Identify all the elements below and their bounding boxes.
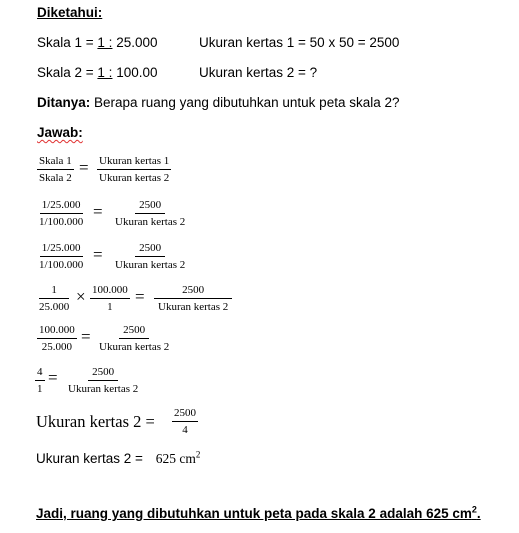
- step8-value-text: 625 cm: [155, 451, 196, 466]
- step5-left-den: 25.000: [41, 341, 72, 353]
- skala-2-value: 100.00: [112, 65, 158, 80]
- step7-fraction: [172, 406, 198, 437]
- skala-1-label: Skala 1: [37, 35, 83, 50]
- step4-right-den: Ukuran kertas 2: [154, 298, 232, 314]
- step4-first-fraction: [37, 283, 71, 314]
- step7-text: Ukuran kertas 2 =: [36, 412, 155, 431]
- step2-right-num: 2500: [135, 198, 165, 214]
- given-skala-2: [37, 65, 157, 80]
- skala-2-eq: =: [82, 65, 98, 80]
- step4-second-fraction: [90, 283, 130, 314]
- step3-right-fraction: [113, 241, 187, 272]
- step1-right-den: Ukuran kertas 2: [99, 172, 170, 184]
- skala-2-label: Skala 2: [37, 65, 83, 80]
- step3-equals: =: [93, 245, 103, 264]
- asked-line: [37, 95, 400, 110]
- conclusion-exponent: 2: [471, 504, 477, 515]
- given-kertas-1: Ukuran kertas 1 = 50 x 50 = 2500: [199, 35, 400, 50]
- step5-equals: =: [81, 327, 91, 346]
- step6-right-num: 2500: [88, 365, 118, 381]
- step1-left-den: Skala 2: [39, 172, 72, 184]
- step4-times: ×: [76, 287, 86, 306]
- skala-2-ratio: 1 :: [97, 65, 113, 80]
- step3-left-fraction: [37, 241, 85, 272]
- conclusion: [36, 506, 481, 521]
- step8-text: Ukuran kertas 2 =: [36, 451, 143, 466]
- step2-left-den: 1/100.000: [39, 216, 84, 228]
- step2-left-fraction: [37, 198, 85, 229]
- step8-value: [156, 451, 201, 466]
- step1-right-fraction: [97, 154, 171, 185]
- step6-right-fraction: [66, 365, 140, 396]
- step6-equals: =: [48, 368, 58, 387]
- given-kertas-2: Ukuran kertas 2 = ?: [199, 65, 318, 80]
- skala-1-ratio: 1 :: [97, 35, 113, 50]
- step4-second-num: 100.000: [90, 283, 130, 299]
- given-skala-1: [37, 35, 157, 50]
- step6-left-num: 4: [35, 365, 45, 381]
- step2-equals: =: [93, 202, 103, 221]
- step4-first-num: 1: [39, 283, 69, 299]
- step3-right-num: 2500: [135, 241, 165, 257]
- step7-den: 4: [182, 424, 188, 436]
- step6-left-den: 1: [37, 383, 43, 395]
- step6-left-fraction: [35, 365, 45, 396]
- step5-right-fraction: [97, 323, 171, 354]
- skala-1-eq: =: [82, 35, 98, 50]
- step2-right-fraction: [113, 198, 187, 229]
- step1-left-fraction: [37, 154, 74, 185]
- step3-right-den: Ukuran kertas 2: [115, 259, 186, 271]
- skala-1-value: 25.000: [112, 35, 158, 50]
- conclusion-end: .: [476, 506, 481, 521]
- step1-right-num: Ukuran kertas 1: [97, 154, 171, 170]
- step6-right-den: Ukuran kertas 2: [68, 383, 139, 395]
- answer-heading: Jawab:: [37, 125, 83, 140]
- step8-exponent: 2: [195, 449, 201, 460]
- asked-label: Ditanya:: [37, 95, 91, 110]
- step7-num: 2500: [172, 406, 198, 422]
- step3-left-num: 1/25.000: [40, 241, 83, 257]
- asked-text: Berapa ruang yang dibutuhkan untuk peta skala 2?: [90, 95, 400, 110]
- step5-right-den: Ukuran kertas 2: [99, 341, 170, 353]
- step1-left-num: Skala 1: [37, 154, 74, 170]
- step4-right-fraction: [154, 283, 232, 314]
- step4-equals: =: [135, 287, 145, 306]
- conclusion-text: Jadi, ruang yang dibutuhkan untuk peta pada skala 2 adalah 625 cm: [36, 506, 472, 521]
- step1-equals: =: [79, 158, 89, 177]
- step3-left-den: 1/100.000: [39, 259, 84, 271]
- step5-right-num: 2500: [119, 323, 149, 339]
- step8-line: [36, 451, 200, 467]
- step2-left-num: 1/25.000: [40, 198, 83, 214]
- step5-left-fraction: [37, 323, 77, 354]
- step5-left-num: 100.000: [37, 323, 77, 339]
- step2-right-den: Ukuran kertas 2: [115, 216, 186, 228]
- given-heading: Diketahui:: [37, 5, 103, 20]
- step4-first-den: 25.000: [39, 301, 70, 313]
- step4-right-num: 2500: [182, 284, 205, 296]
- step4-second-den: 1: [107, 301, 113, 313]
